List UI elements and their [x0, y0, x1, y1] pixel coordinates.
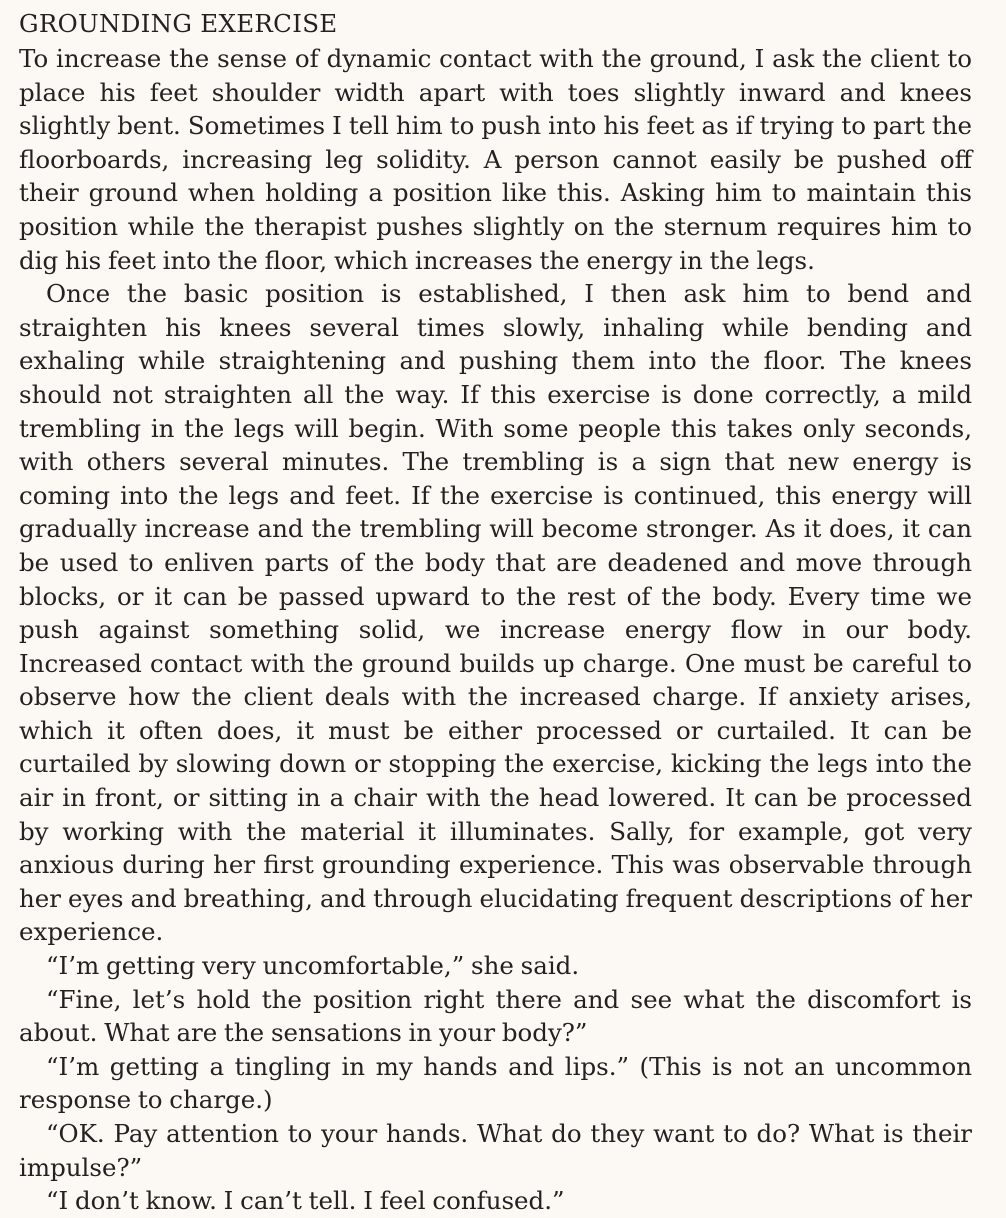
dialogue-line: “I’m getting very uncomfortable,” she said. [46, 951, 580, 981]
dialogue-line: “I don’t know. I can’t tell. I feel confused.” [46, 1186, 565, 1216]
dialogue-line: “I’m getting a tingling in my hands and lips.” (This is not an uncommon response to charge.) [19, 1051, 972, 1115]
section-heading: GROUNDING EXERCISE [19, 9, 338, 38]
paragraph-grounding-position: To increase the sense of dynamic contact with the ground, I ask the client to place his feet shoulder width apart with toes slightly inward and knees slightly bent. Sometimes I tell him to push into his feet as if trying to part the floorboards, increasing leg solidity. A person cannot easily be pushed off their ground when holding a position like this. Asking him to maintain this position while the therapist pushes slightly on the sternum requires him to dig his feet into the floor, which increases the energy in the legs. [19, 44, 972, 275]
paragraph-trembling-exercise: Once the basic position is established, I then ask him to bend and straighten his knees several times slowly, inhaling while bending and exhaling while straightening and pushing them into the floor. The knees should not straighten all the way. If this exercise is done correctly, a mild trembling in the legs will begin. With some people this takes only seconds, with others several minutes. The trembling is a sign that new energy is coming into the legs and feet. If the exercise is continued, this energy will gradually increase and the trembling will become stronger. As it does, it can be used to enliven parts of the body that are deadened and move through blocks, or it can be passed upward to the rest of the body. Every time we push against something solid, we increase energy flow in our body. Increased contact with the ground builds up charge. One must be careful to observe how the client deals with the increased charge. If anxiety arises, which it often does, it must be either processed or curtailed. It can be curtailed by slowing down or stopping the exercise, kicking the legs into the air in front, or sitting in a chair with the head lowered. It can be processed by working with the material it illuminates. Sally, for example, got very anxious during her first grounding experience. This was observable through her eyes and breathing, and through elucidating frequent descriptions of her experience. [19, 279, 972, 947]
dialogue-line: “OK. Pay attention to your hands. What do they want to do? What is their impulse?” [19, 1119, 972, 1182]
dialogue-line: “Fine, let’s hold the position right there and see what the discomfort is about. What are the sensations in your body?” [19, 984, 972, 1048]
